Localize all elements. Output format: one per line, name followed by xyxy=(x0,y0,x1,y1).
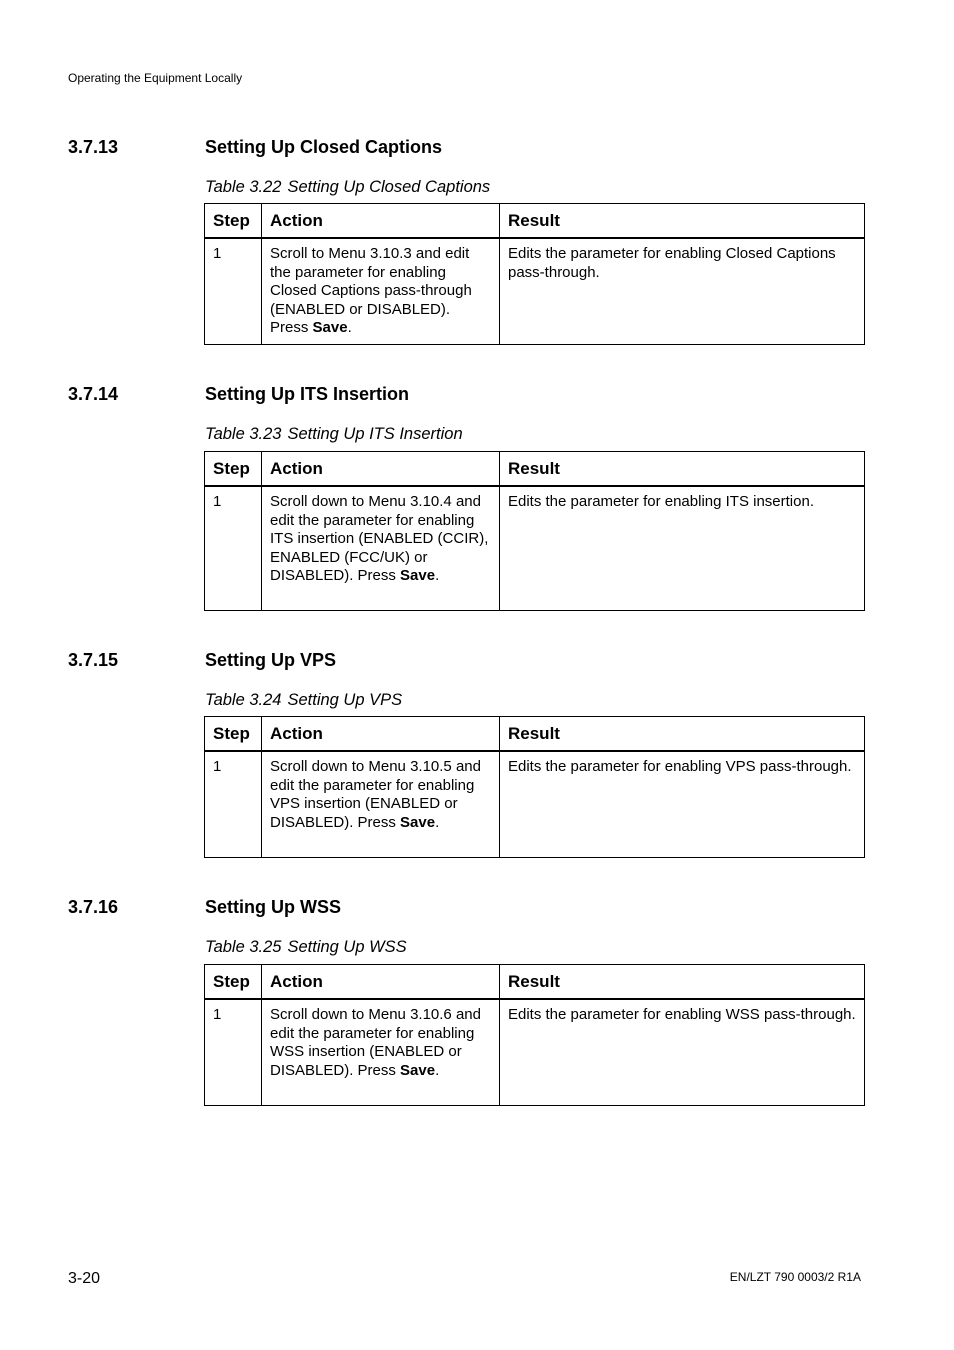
section-title: Setting Up WSS xyxy=(205,897,341,917)
caption-title: Setting Up Closed Captions xyxy=(287,178,491,196)
column-header-action: Action xyxy=(262,965,500,1000)
action-cell xyxy=(262,751,500,857)
action-end: . xyxy=(435,1061,440,1079)
column-header-step: Step xyxy=(205,965,262,1000)
action-cell xyxy=(262,999,500,1105)
step-cell: 1 xyxy=(205,751,262,857)
column-header-action: Action xyxy=(262,717,500,752)
action-text: Scroll down to Menu 3.10.5 and edit the parameter for enabling VPS insertion (ENABLED or DISABLED). Press xyxy=(270,758,481,831)
table-row xyxy=(205,486,865,610)
column-header-result: Result xyxy=(500,452,865,487)
table-header-row xyxy=(205,965,865,1000)
step-cell: 1 xyxy=(205,238,262,344)
page-number: 3-20 xyxy=(68,1270,101,1287)
column-header-result: Result xyxy=(500,717,865,752)
action-bold-text: Save xyxy=(400,1061,436,1079)
section-number: 3.7.14 xyxy=(68,384,119,404)
caption-label: Table 3.22 xyxy=(205,178,282,196)
section-title: Setting Up Closed Captions xyxy=(205,137,443,157)
result-cell: Edits the parameter for enabling VPS pass-through. xyxy=(500,751,865,857)
action-text: Scroll down to Menu 3.10.6 and edit the parameter for enabling WSS insertion (ENABLED or DISABLED). Press xyxy=(270,1006,481,1079)
action-text: Scroll down to Menu 3.10.4 and edit the parameter for enabling ITS insertion (ENABLED (CCIR), ENABLED (FCC/UK) or DISABLED). Press xyxy=(270,493,489,584)
caption-label: Table 3.23 xyxy=(205,425,282,443)
document-id: EN/LZT 790 0003/2 R1A xyxy=(729,1270,861,1284)
caption-title: Setting Up WSS xyxy=(287,938,407,956)
caption-label: Table 3.25 xyxy=(205,938,282,956)
column-header-result: Result xyxy=(500,965,865,1000)
section-number: 3.7.16 xyxy=(68,897,119,917)
caption-title: Setting Up VPS xyxy=(287,691,403,709)
steps-table xyxy=(204,451,865,611)
action-bold-text: Save xyxy=(312,319,348,336)
table-row xyxy=(205,999,865,1105)
action-cell xyxy=(262,238,500,344)
section-title: Setting Up ITS Insertion xyxy=(205,384,410,404)
action-cell xyxy=(262,486,500,610)
steps-table xyxy=(204,964,865,1106)
table-header-row xyxy=(205,717,865,752)
table-caption xyxy=(205,938,407,957)
table-row xyxy=(205,238,865,344)
action-bold-text: Save xyxy=(400,813,436,831)
column-header-action: Action xyxy=(262,204,500,239)
action-end: . xyxy=(435,813,440,831)
result-cell: Edits the parameter for enabling Closed Captions pass-through. xyxy=(500,238,865,344)
running-header: Operating the Equipment Locally xyxy=(68,71,243,85)
column-header-step: Step xyxy=(205,717,262,752)
step-cell: 1 xyxy=(205,999,262,1105)
steps-table xyxy=(204,203,865,345)
steps-table xyxy=(204,716,865,858)
table-caption xyxy=(205,178,490,197)
column-header-step: Step xyxy=(205,204,262,239)
result-cell: Edits the parameter for enabling WSS pass-through. xyxy=(500,999,865,1105)
column-header-step: Step xyxy=(205,452,262,487)
table-header-row xyxy=(205,452,865,487)
table-row xyxy=(205,751,865,857)
table-header-row xyxy=(205,204,865,239)
table-caption xyxy=(205,691,402,710)
caption-label: Table 3.24 xyxy=(205,691,282,709)
section-title: Setting Up VPS xyxy=(205,650,337,670)
action-bold-text: Save xyxy=(400,567,436,584)
step-cell: 1 xyxy=(205,486,262,610)
section-number: 3.7.13 xyxy=(68,137,119,157)
caption-title: Setting Up ITS Insertion xyxy=(287,425,463,443)
section-number: 3.7.15 xyxy=(68,650,119,670)
result-cell: Edits the parameter for enabling ITS insertion. xyxy=(500,486,865,610)
column-header-action: Action xyxy=(262,452,500,487)
action-end: . xyxy=(435,567,440,584)
table-caption xyxy=(205,425,463,444)
action-text: Scroll to Menu 3.10.3 and edit the parameter for enabling Closed Captions pass-through (ENABLED or DISABLED). Press xyxy=(270,245,472,336)
column-header-result: Result xyxy=(500,204,865,239)
action-end: . xyxy=(347,319,352,336)
